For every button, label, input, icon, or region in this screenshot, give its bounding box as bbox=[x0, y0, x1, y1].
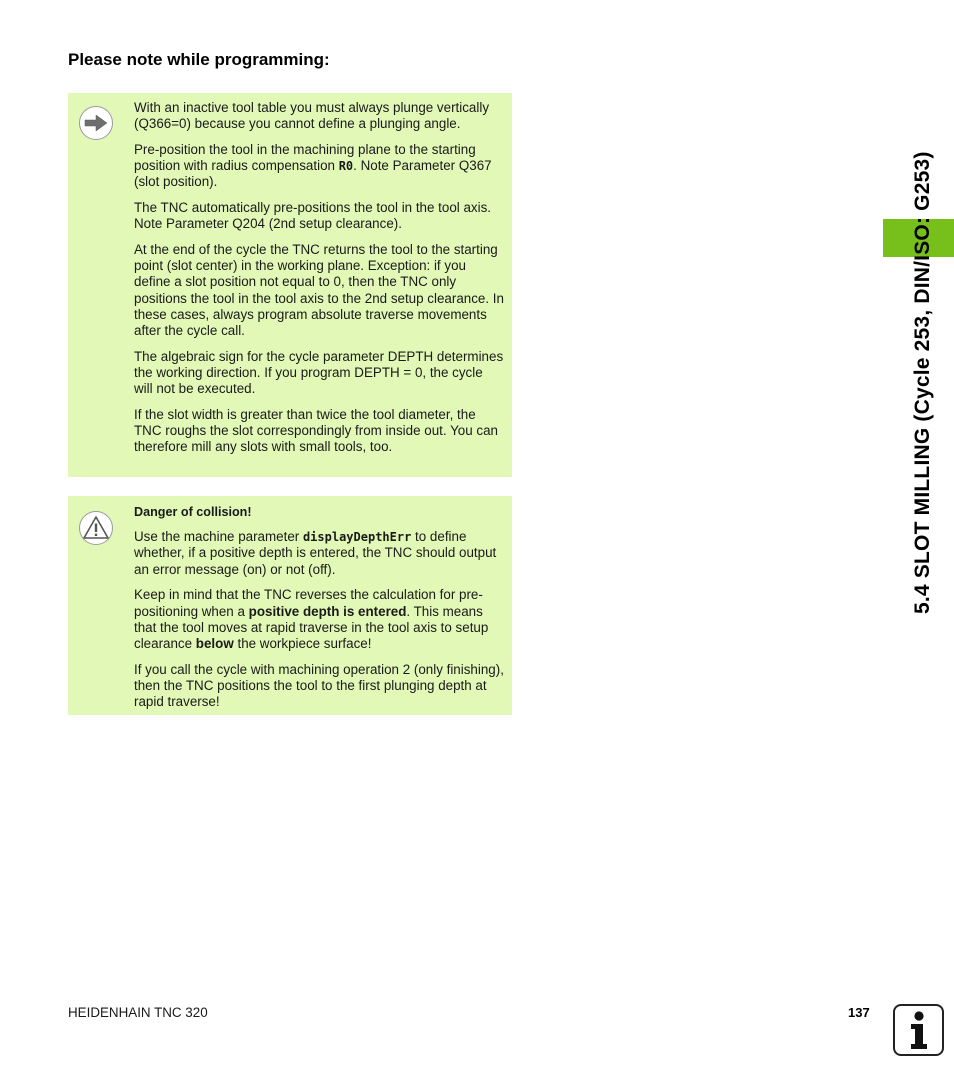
note-text bbox=[134, 100, 504, 465]
danger-paragraph-1-tail: to define whether, if a positive depth is entered, the TNC should output an error message (on) or not (off). bbox=[134, 529, 497, 577]
danger-paragraph-2-middle: . This means that the tool moves at rapid traverse in the tool axis to setup clearance bbox=[134, 603, 489, 651]
section-title: 5.4 SLOT MILLING (Cycle 253, DIN/ISO: G253) bbox=[911, 151, 934, 614]
warning-triangle-icon bbox=[79, 511, 113, 545]
note-paragraph-6: If the slot width is greater than twice the tool diameter, the TNC roughs the slot correspondingly from inside out. You can therefore mill any slots with small tools, too. bbox=[134, 406, 498, 455]
note-paragraph-2 bbox=[134, 142, 504, 191]
page-heading: Please note while programming: bbox=[68, 50, 330, 69]
note-paragraph-2-text: Pre-position the tool in the machining plane to the starting position with radius compensation bbox=[134, 141, 476, 174]
danger-paragraph-2 bbox=[134, 587, 504, 652]
danger-text bbox=[134, 504, 504, 720]
note-paragraph-3: The TNC automatically pre-positions the tool in the tool axis. Note Parameter Q204 (2nd setup clearance). bbox=[134, 200, 492, 232]
radius-compensation-code: R0 bbox=[338, 159, 354, 174]
positive-depth-emphasis: positive depth is entered bbox=[248, 603, 407, 619]
arrow-right-icon bbox=[79, 106, 113, 140]
info-icon bbox=[893, 1004, 944, 1056]
note-paragraph-1: With an inactive tool table you must always plunge vertically (Q366=0) because you cannot define a plunging angle. bbox=[134, 100, 490, 132]
danger-paragraph-1-text: Use the machine parameter bbox=[134, 529, 303, 545]
danger-box bbox=[68, 496, 512, 715]
danger-title: Danger of collision! bbox=[134, 505, 252, 519]
machine-parameter-code: displayDepthErr bbox=[302, 530, 412, 545]
note-paragraph-2-tail: . Note Parameter Q367 (slot position). bbox=[134, 158, 492, 190]
note-box bbox=[68, 93, 512, 477]
page-number: 137 bbox=[848, 1005, 870, 1020]
note-paragraph-5: The algebraic sign for the cycle parameter DEPTH determines the working direction. If you program DEPTH = 0, the cycle will not be executed. bbox=[134, 348, 504, 397]
danger-paragraph-3: If you call the cycle with machining operation 2 (only finishing), then the TNC positions the tool to the first plunging depth at rapid traverse! bbox=[134, 661, 504, 710]
danger-paragraph-2-tail: the workpiece surface! bbox=[233, 635, 372, 651]
footer-product: HEIDENHAIN TNC 320 bbox=[68, 1005, 208, 1020]
danger-paragraph-2-text: Keep in mind that the TNC reverses the calculation for pre-positioning when a bbox=[134, 587, 483, 619]
below-emphasis: below bbox=[195, 635, 234, 651]
note-paragraph-4: At the end of the cycle the TNC returns the tool to the starting point (slot center) in the working plane. Exception: if you define a slot position not equal to 0, then the TNC only positions the tool in the tool axis to the 2nd setup clearance. In these cases, always program absolute traverse movements after the cycle call. bbox=[134, 241, 504, 338]
danger-paragraph-1 bbox=[134, 529, 504, 578]
